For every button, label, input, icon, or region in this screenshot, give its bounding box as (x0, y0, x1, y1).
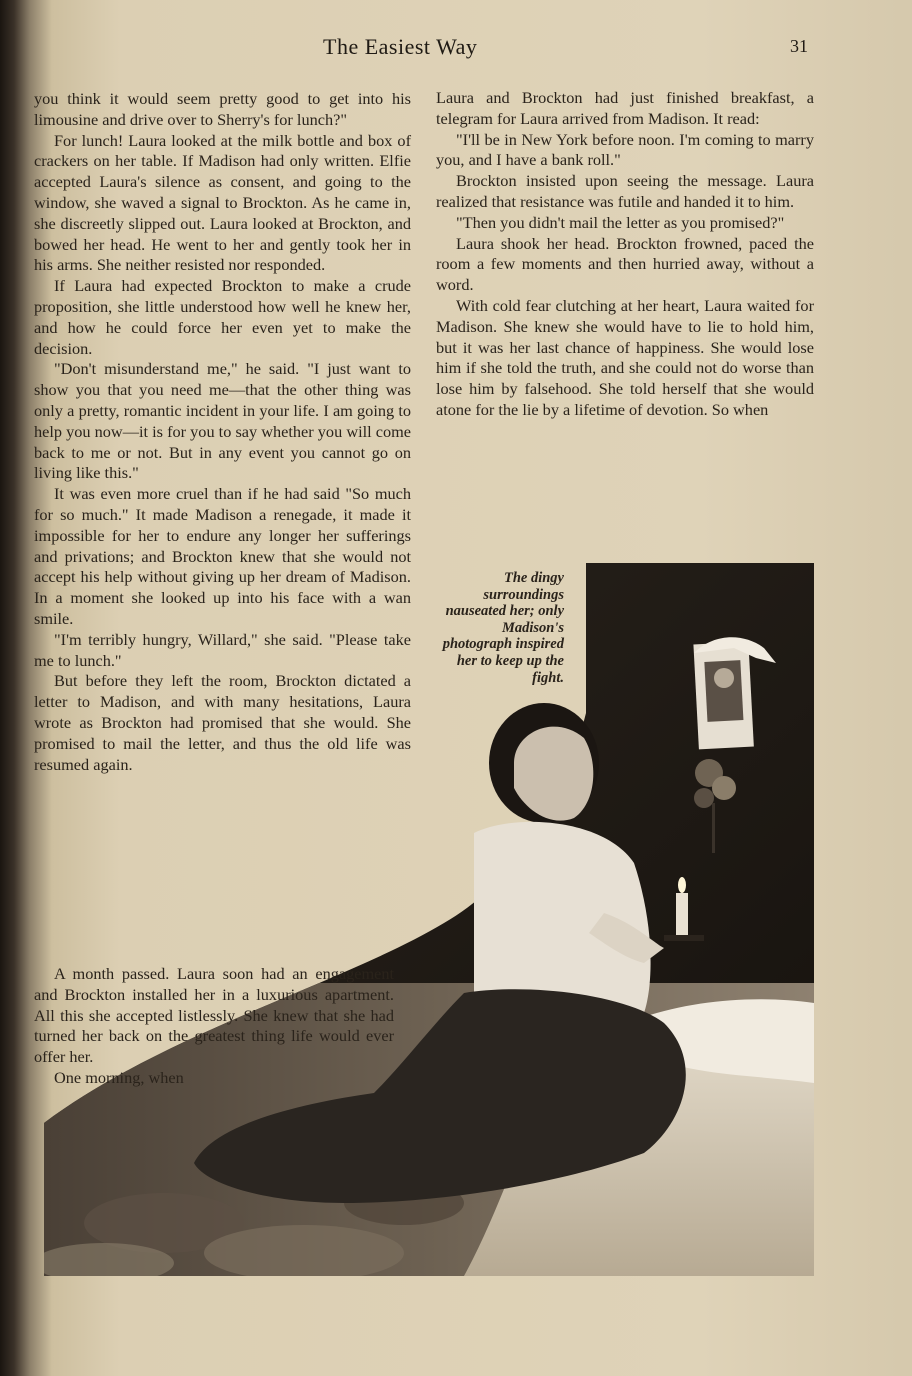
film-still-photograph (44, 563, 814, 1276)
paragraph: It was even more cruel than if he had said "So much for so much." It made Madison a renegade, it made it impossible for her to endure any longer her sufferings and privations; and Brockton knew that she would not accept his help without giving up her dream of Madison. In a moment she looked up into his face with a wan smile. (34, 484, 411, 628)
paragraph: "Then you didn't mail the letter as you promised?" (456, 212, 785, 232)
paragraph: "I'm terribly hungry, Willard," she said. "Please take me to lunch." (34, 629, 411, 670)
photo-caption: The dingy surroundings nauseated her; only Madison's photograph inspired her to keep up the fight. (442, 570, 564, 686)
paragraph: "Don't misunderstand me," he said. "I just want to show you that you need me—that the other thing was only a pretty, romantic incident in your life. I am going to help you now—it is for you to say whether you will come back to me or not. But in any event you cannot go on living like this." (34, 359, 411, 483)
paragraph: Laura shook her head. Brockton frowned, paced the room a few moments and then hurried away, without a word. (436, 233, 814, 295)
paragraph: Brockton insisted upon seeing the message. Laura realized that resistance was futile and handed it to him. (436, 171, 814, 211)
paragraph: "I'll be in New York before noon. I'm coming to marry you, and I have a bank roll." (436, 129, 814, 170)
paragraph: Laura and Brockton had just finished breakfast, a telegram for Laura arrived from Madison. It read: (436, 88, 814, 128)
paragraph: With cold fear clutching at her heart, Laura waited for Madison. She knew she would have to lie to hold him, but it was her last chance of happiness. She would lose him if she told the truth, and she could not do worse than lose him by falsehood. She told herself that she would atone for the lie by a lifetime of devotion. So when (436, 295, 814, 419)
left-column-bottom (34, 964, 394, 1089)
paragraph: For lunch! Laura looked at the milk bottle and box of crackers on her table. If Madison had only written. Elfie accepted Laura's silence as consent, and going to the window, she waved a signal to Brockton. As he came in, she discreetly slipped out. Laura looked at Brockton, and bowed her head. He went to her and gently took her in his arms. She neither resisted nor responded. (34, 130, 411, 275)
page-number: 31 (790, 36, 808, 56)
paragraph: But before they left the room, Brockton dictated a letter to Madison, and with many hesitations, Laura wrote as Brockton had promised that she would. She promised to mail the letter, and thus the old life was resumed again. (34, 671, 411, 774)
right-column (436, 88, 814, 421)
page-header (0, 34, 912, 66)
paragraph: If Laura had expected Brockton to make a crude proposition, she little understood how well he knew her, and how he could force her even yet to make the decision. (34, 276, 411, 358)
running-title: The Easiest Way (323, 34, 478, 59)
paragraph: A month passed. Laura soon had an engagement and Brockton installed her in a luxurious apartment. All this she accepted listlessly. She knew that she had turned her back on the greatest thing life would ever offer her. (34, 964, 394, 1067)
paragraph: One morning, when (54, 1067, 184, 1087)
paragraph: you think it would seem pretty good to get into his limousine and drive over to Sherry's for lunch?" (34, 89, 411, 129)
